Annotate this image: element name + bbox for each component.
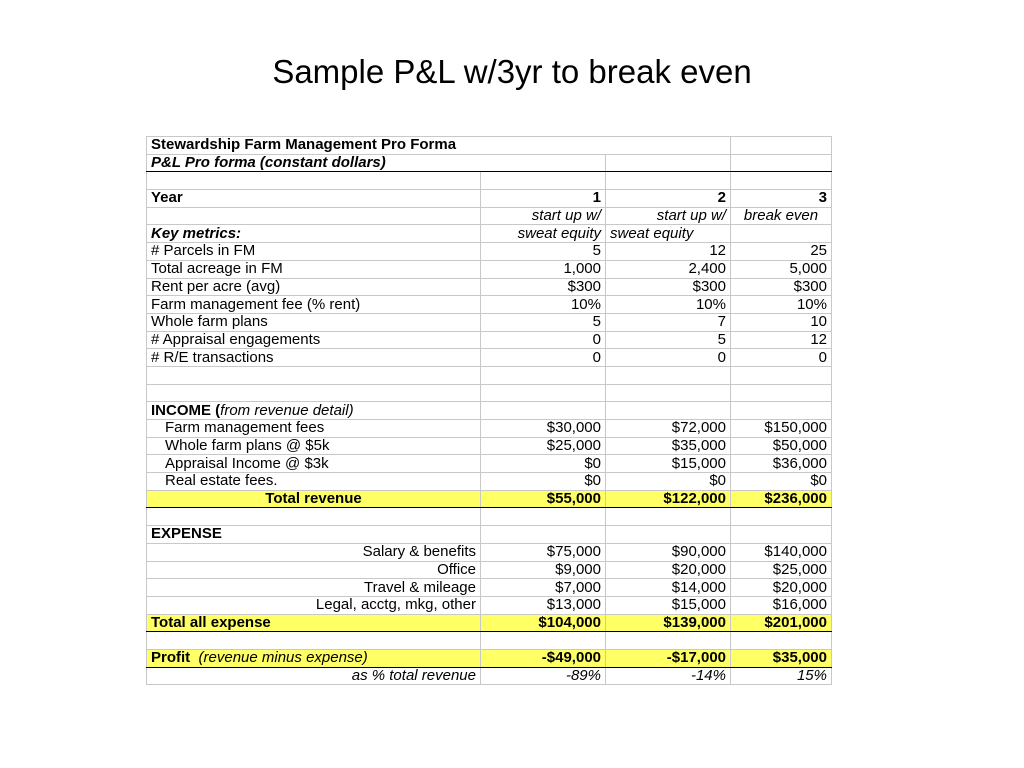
profit-row: Profit (revenue minus expense) -$49,000 -$17,000 $35,000	[147, 649, 832, 667]
key-metrics-row	[147, 225, 832, 243]
sheet-title-row	[147, 137, 832, 155]
expense-row: Travel & mileage $7,000 $14,000 $20,000	[147, 579, 832, 597]
income-row: Real estate fees. $0 $0 $0	[147, 473, 832, 491]
year-note-row-1	[147, 207, 832, 225]
income-header-row	[147, 402, 832, 420]
blank-row	[147, 508, 832, 526]
blank-row	[147, 366, 832, 384]
year-1: 1	[481, 190, 606, 208]
total-revenue-row: Total revenue $55,000 $122,000 $236,000	[147, 490, 832, 508]
income-row: Appraisal Income @ $3k $0 $15,000 $36,000	[147, 455, 832, 473]
metric-label: # R/E transactions	[147, 349, 481, 367]
metric-label: Whole farm plans	[147, 313, 481, 331]
total-expense-row: Total all expense $104,000 $139,000 $201,000	[147, 614, 832, 632]
year-2-note-2: sweat equity	[606, 225, 731, 243]
expense-header-row	[147, 526, 832, 544]
metric-label: Farm management fee (% rent)	[147, 296, 481, 314]
pct-revenue-row: as % total revenue -89% -14% 15%	[147, 667, 832, 685]
expense-header: EXPENSE	[147, 526, 481, 544]
sheet-title: Stewardship Farm Management Pro Forma	[147, 137, 731, 155]
blank-row	[147, 632, 832, 650]
income-label: Whole farm plans @ $5k	[147, 437, 481, 455]
metric-label: Rent per acre (avg)	[147, 278, 481, 296]
year-2: 2	[606, 190, 731, 208]
blank-row	[147, 384, 832, 402]
metric-row: Farm management fee (% rent) 10% 10% 10%	[147, 296, 832, 314]
year-label: Year	[147, 190, 481, 208]
income-row: Farm management fees $30,000 $72,000 $150,000	[147, 420, 832, 438]
blank-row	[147, 172, 832, 190]
income-label: Appraisal Income @ $3k	[147, 455, 481, 473]
expense-row: Salary & benefits $75,000 $90,000 $140,000	[147, 543, 832, 561]
pct-revenue-label: as % total revenue	[147, 667, 481, 685]
profit-label: Profit (revenue minus expense)	[147, 649, 481, 667]
year-1-note-2: sweat equity	[481, 225, 606, 243]
sheet-subtitle-row	[147, 154, 832, 172]
pro-forma-table	[146, 136, 832, 685]
metric-row: Total acreage in FM 1,000 2,400 5,000	[147, 260, 832, 278]
expense-label: Travel & mileage	[147, 579, 481, 597]
sheet-subtitle: P&L Pro forma (constant dollars)	[147, 154, 606, 172]
year-row	[147, 190, 832, 208]
expense-label: Legal, acctg, mkg, other	[147, 596, 481, 614]
metric-row: Whole farm plans 5 7 10	[147, 313, 832, 331]
total-expense-label: Total all expense	[147, 614, 481, 632]
expense-label: Salary & benefits	[147, 543, 481, 561]
metric-label: # Appraisal engagements	[147, 331, 481, 349]
income-row: Whole farm plans @ $5k $25,000 $35,000 $50,000	[147, 437, 832, 455]
income-label: Real estate fees.	[147, 473, 481, 491]
metric-row: # Appraisal engagements 0 5 12	[147, 331, 832, 349]
year-2-note: start up w/	[606, 207, 731, 225]
year-3: 3	[731, 190, 832, 208]
expense-row: Office $9,000 $20,000 $25,000	[147, 561, 832, 579]
metric-label: Total acreage in FM	[147, 260, 481, 278]
slide-title: Sample P&L w/3yr to break even	[272, 53, 752, 90]
year-1-note: start up w/	[481, 207, 606, 225]
expense-label: Office	[147, 561, 481, 579]
metric-row: # R/E transactions 0 0 0	[147, 349, 832, 367]
year-3-note: break even	[731, 207, 832, 225]
expense-row: Legal, acctg, mkg, other $13,000 $15,000 $16,000	[147, 596, 832, 614]
total-revenue-label: Total revenue	[147, 490, 481, 508]
metric-row: # Parcels in FM 5 12 25	[147, 243, 832, 261]
key-metrics-label: Key metrics:	[147, 225, 481, 243]
income-header: INCOME (from revenue detail)	[147, 402, 481, 420]
income-label: Farm management fees	[147, 420, 481, 438]
metric-label: # Parcels in FM	[147, 243, 481, 261]
metric-row: Rent per acre (avg) $300 $300 $300	[147, 278, 832, 296]
